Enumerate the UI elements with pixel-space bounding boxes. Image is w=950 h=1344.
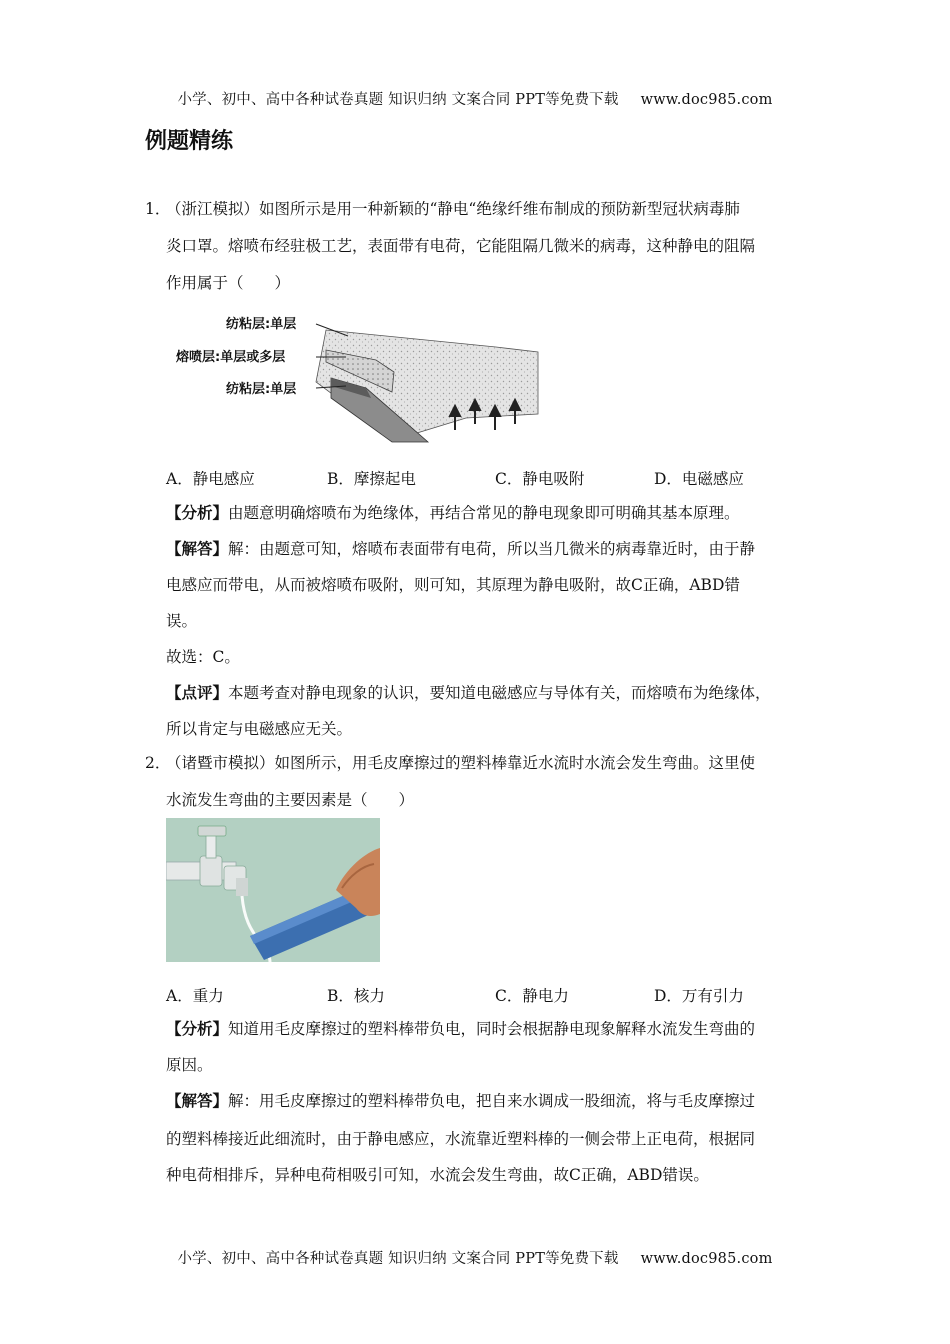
q2-analysis-tag: 【分析】 bbox=[166, 1019, 229, 1038]
q2-line-1: （诸暨市模拟）如图所示，用毛皮摩擦过的塑料棒靠近水流时水流会发生弯曲。这里使 bbox=[166, 754, 756, 772]
q2-answer-line-3: 种电荷相排斥，异种电荷相吸引可知，水流会发生弯曲，故C正确，ABD错误。 bbox=[166, 1166, 709, 1184]
q2-option-c: C．静电力 bbox=[495, 987, 569, 1005]
q2-option-a: A．重力 bbox=[166, 987, 224, 1005]
q1-answer-tag: 【解答】 bbox=[166, 539, 229, 558]
q1-answer-line-2: 电感应而带电，从而被熔喷布吸附，则可知，其原理为静电吸附，故C正确，ABD错 bbox=[166, 576, 740, 594]
q1-comment-line-2: 所以肯定与电磁感应无关。 bbox=[166, 720, 353, 738]
footer-url[interactable]: www.doc985.com bbox=[640, 1251, 773, 1267]
q2-analysis-text-1: 知道用毛皮摩擦过的塑料棒带负电，同时会根据静电现象解释水流发生弯曲的 bbox=[228, 1020, 756, 1038]
q2-option-d: D．万有引力 bbox=[654, 987, 744, 1005]
q1-option-c: C．静电吸附 bbox=[495, 470, 585, 488]
figure-label-bottom: 纺粘层:单层 bbox=[226, 382, 297, 397]
q2-answer-tag: 【解答】 bbox=[166, 1091, 229, 1110]
q1-line-1: （浙江模拟）如图所示是用一种新颖的“静电“绝缘纤维布制成的预防新型冠状病毒肺 bbox=[166, 200, 740, 218]
q2-answer-line-1 bbox=[166, 1091, 755, 1111]
q2-number: 2． bbox=[145, 754, 171, 772]
footer-text: 小学、初中、高中各种试卷真题 知识归纳 文案合同 PPT等免费下载 bbox=[177, 1251, 619, 1267]
mask-layers-figure bbox=[166, 302, 544, 448]
q1-option-d: D．电磁感应 bbox=[654, 470, 744, 488]
header-url[interactable]: www.doc985.com bbox=[640, 92, 773, 108]
q1-option-b: B．摩擦起电 bbox=[327, 470, 416, 488]
q1-analysis bbox=[166, 503, 740, 523]
q2-analysis-line-2: 原因。 bbox=[166, 1056, 213, 1074]
figure-label-top: 纺粘层:单层 bbox=[226, 317, 297, 332]
q1-answer-text-1: 解：由题意可知，熔喷布表面带有电荷，所以当几微米的病毒靠近时，由于静 bbox=[228, 540, 756, 558]
q2-answer-line-2: 的塑料棒接近此细流时，由于静电感应，水流靠近塑料棒的一侧会带上正电荷，根据同 bbox=[166, 1130, 756, 1148]
q1-comment-line-1 bbox=[166, 683, 771, 703]
q2-analysis-line-1 bbox=[166, 1019, 755, 1039]
q2-line-2: 水流发生弯曲的主要因素是（ ） bbox=[166, 791, 415, 809]
q1-line-3: 作用属于（ ） bbox=[166, 274, 291, 292]
figure-label-middle: 熔喷层:单层或多层 bbox=[176, 350, 286, 365]
water-stream-photo bbox=[166, 818, 380, 962]
page-header bbox=[0, 88, 950, 109]
q1-comment-text-1: 本题考查对静电现象的认识，要知道电磁感应与导体有关，而熔喷布为绝缘体， bbox=[228, 684, 771, 702]
q2-answer-text-1: 解：用毛皮摩擦过的塑料棒带负电，把自来水调成一股细流，将与毛皮摩擦过 bbox=[228, 1092, 756, 1110]
q1-choice: 故选：C。 bbox=[166, 648, 240, 666]
q1-number: 1． bbox=[145, 200, 171, 218]
q1-analysis-tag: 【分析】 bbox=[166, 503, 229, 522]
q1-answer-line-1 bbox=[166, 539, 755, 559]
q1-answer-line-3: 误。 bbox=[166, 612, 198, 630]
q1-option-a: A．静电感应 bbox=[166, 470, 255, 488]
header-text: 小学、初中、高中各种试卷真题 知识归纳 文案合同 PPT等免费下载 bbox=[177, 92, 619, 108]
q2-option-b: B．核力 bbox=[327, 987, 385, 1005]
page-footer bbox=[0, 1247, 950, 1268]
section-title: 例题精练 bbox=[145, 129, 234, 154]
q1-comment-tag: 【点评】 bbox=[166, 683, 229, 702]
q1-line-2: 炎口罩。熔喷布经驻极工艺，表面带有电荷，它能阻隔几微米的病毒，这种静电的阻隔 bbox=[166, 237, 756, 255]
q1-analysis-text: 由题意明确熔喷布为绝缘体，再结合常见的静电现象即可明确其基本原理。 bbox=[228, 504, 740, 522]
